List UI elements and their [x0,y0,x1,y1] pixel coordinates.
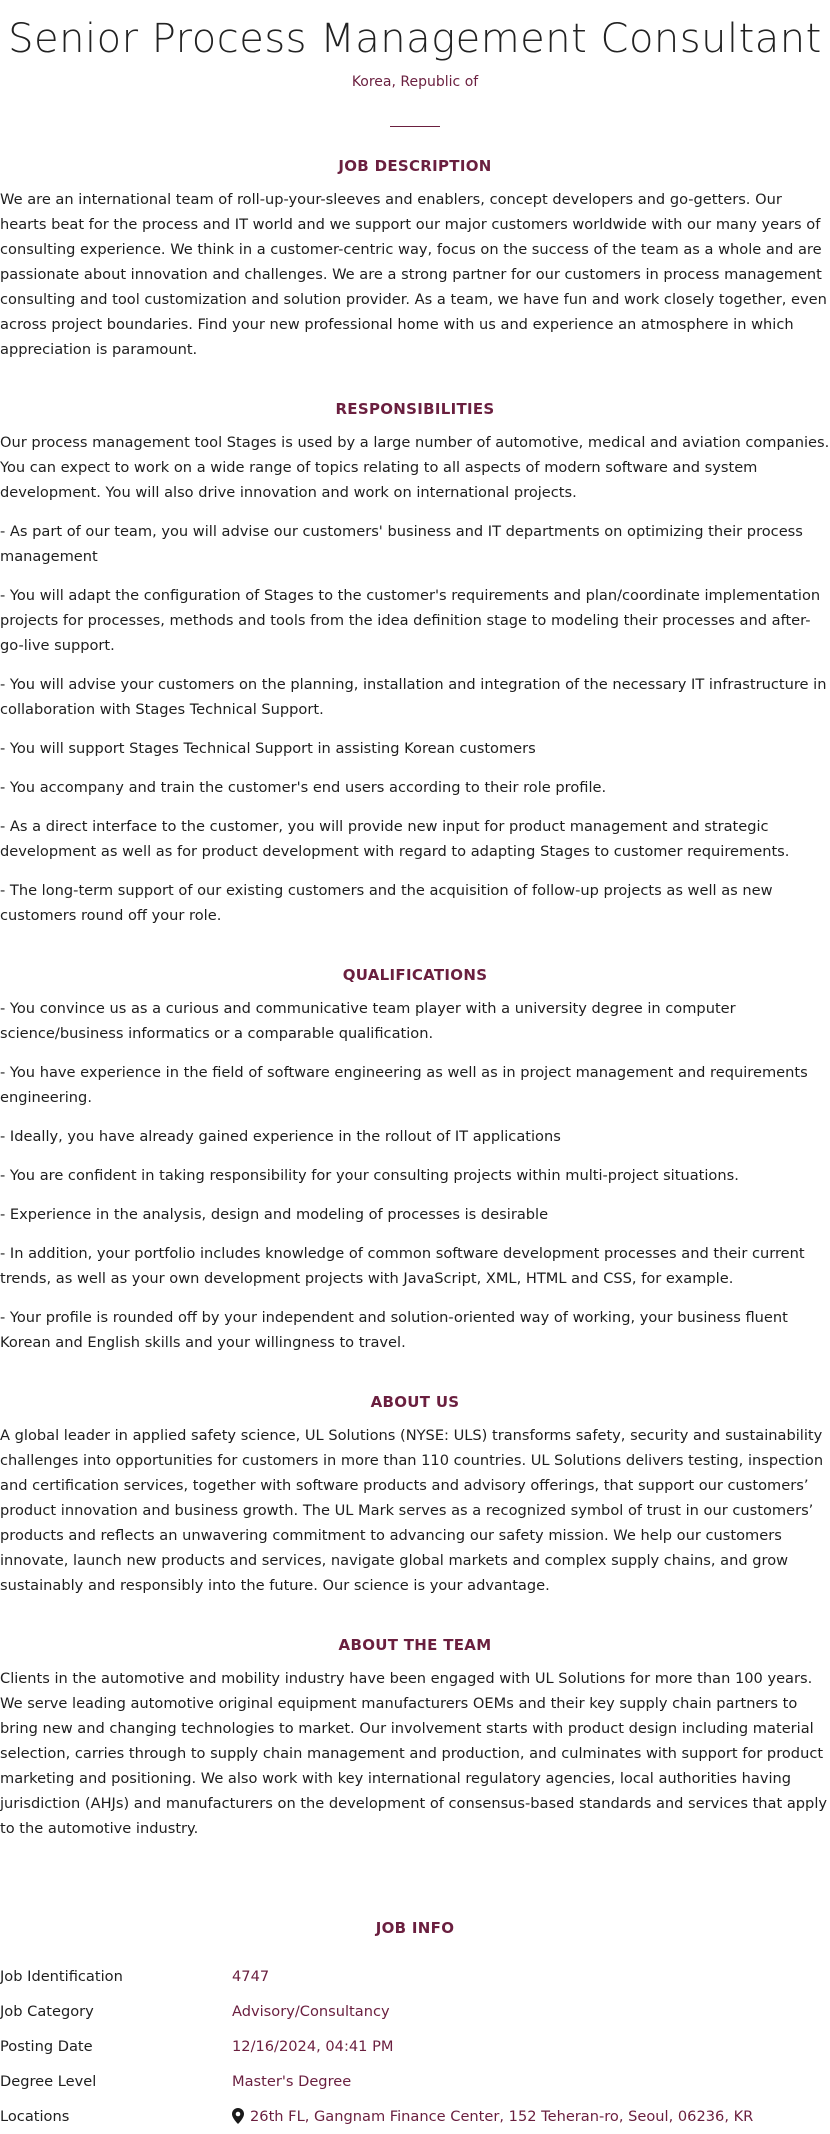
job-description-section [0,155,830,362]
job-info-row [0,2099,830,2134]
responsibility-item: - You accompany and train the customer's end users according to their role profile. [0,779,607,796]
location-link[interactable] [232,2099,830,2134]
job-info-section [0,1917,830,2134]
job-info-heading: JOB INFO [375,1919,455,1937]
responsibilities-intro: Our process management tool Stages is used by a large number of automotive, medical and aviation companies. You can expect to work on a wide range of topics relating to all aspects of modern software and system development. You will also drive innovation and work on international projects. [0,434,830,501]
job-info-row [0,2064,830,2099]
qualifications-section [0,964,830,1355]
degree-level-label: Degree Level [0,2073,97,2090]
job-location-subtitle[interactable]: Korea, Republic of [351,74,479,90]
qualifications-heading: QUALIFICATIONS [342,966,488,984]
about-us-section [0,1391,830,1598]
job-identification-label: Job Identification [0,1968,123,1985]
responsibility-item: - You will support Stages Technical Support in assisting Korean customers [0,740,536,757]
about-team-section [0,1634,830,1841]
job-description-text: We are an international team of roll-up-your-sleeves and enablers, concept developers and go-getters. Our hearts beat for the process and IT world and we support our major customers worldwide with our many years of consulting experience. We think in a customer-centric way, focus on the success of the team as a whole and are passionate about innovation and challenges. We are a strong partner for our customers in process management consulting and tool customization and solution provider. As a team, we have fun and work closely together, even across project boundaries. Find your new professional home with us and experience an atmosphere in which appreciation is paramount. [0,191,827,358]
job-category-label: Job Category [0,2003,94,2020]
responsibility-item: - As a direct interface to the customer, you will provide new input for product management and strategic development as well as for product development with regard to adapting Stages to customer requirements. [0,818,790,860]
responsibility-item: - You will adapt the configuration of Stages to the customer's requirements and plan/coordinate implementation projects for processes, methods and tools from the idea definition stage to modeling their processes and after-go-live support. [0,587,821,654]
location-address[interactable]: 26th FL, Gangnam Finance Center, 152 Teheran-ro, Seoul, 06236, KR [250,2108,754,2125]
about-team-text: Clients in the automotive and mobility industry have been engaged with UL Solutions for more than 100 years. We serve leading automotive original equipment manufacturers OEMs and their key supply chain partners to bring new and changing technologies to market. Our involvement starts with product design including material selection, carries through to supply chain management and production, and culminates with support for product marketing and positioning. We also work with key international regulatory agencies, local authorities having jurisdiction (AHJs) and manufacturers on the development of consensus-based standards and services that apply to the automotive industry. [0,1670,828,1837]
job-info-row [0,1994,830,2029]
qualification-item: - Experience in the analysis, design and modeling of processes is desirable [0,1206,549,1223]
posting-date-label: Posting Date [0,2038,93,2055]
posting-date-value: 12/16/2024, 04:41 PM [232,2038,394,2055]
job-identification-value: 4747 [232,1968,270,1985]
qualification-item: - Ideally, you have already gained experience in the rollout of IT applications [0,1128,561,1145]
job-info-row [0,2029,830,2064]
page-title: Senior Process Management Consultant [8,16,822,62]
title-divider [390,126,440,127]
qualification-item: - You have experience in the field of software engineering as well as in project management and requirements engineering. [0,1064,808,1106]
job-info-row [0,1959,830,1994]
responsibilities-section [0,398,830,928]
job-info-table [0,1959,830,2134]
qualification-item: - Your profile is rounded off by your independent and solution-oriented way of working, your business fluent Korean and English skills and your willingness to travel. [0,1309,788,1351]
locations-label: Locations [0,2108,70,2125]
responsibility-item: - The long-term support of our existing customers and the acquisition of follow-up projects as well as new customers round off your role. [0,882,773,924]
about-team-heading: ABOUT THE TEAM [338,1636,492,1654]
qualification-item: - You convince us as a curious and communicative team player with a university degree in computer science/business informatics or a comparable qualification. [0,1000,736,1042]
responsibility-item: - As part of our team, you will advise our customers' business and IT departments on optimizing their process management [0,523,803,565]
map-pin-icon [232,2108,244,2124]
about-us-text: A global leader in applied safety science, UL Solutions (NYSE: ULS) transforms safety, security and sustainability challenges into opportunities for customers in more than 110 countries. UL Solutions delivers testing, inspection and certification services, together with software products and advisory offerings, that support our customers’ product innovation and business growth. The UL Mark serves as a recognized symbol of trust in our customers’ products and reflects an unwavering commitment to advancing our safety mission. We help our customers innovate, launch new products and services, navigate global markets and complex supply chains, and grow sustainably and responsibly into the future. Our science is your advantage. [0,1427,824,1594]
qualification-item: - You are confident in taking responsibility for your consulting projects within multi-project situations. [0,1167,739,1184]
qualification-item: - In addition, your portfolio includes knowledge of common software development processes and their current trends, as well as your own development projects with JavaScript, XML, HTML and CSS, for example. [0,1245,805,1287]
degree-level-value: Master's Degree [232,2073,352,2090]
about-us-heading: ABOUT US [370,1393,460,1411]
responsibility-item: - You will advise your customers on the planning, installation and integration of the necessary IT infrastructure in collaboration with Stages Technical Support. [0,676,827,718]
responsibilities-heading: RESPONSIBILITIES [335,400,495,418]
job-description-heading: JOB DESCRIPTION [338,157,492,175]
job-category-link[interactable]: Advisory/Consultancy [232,2003,390,2020]
